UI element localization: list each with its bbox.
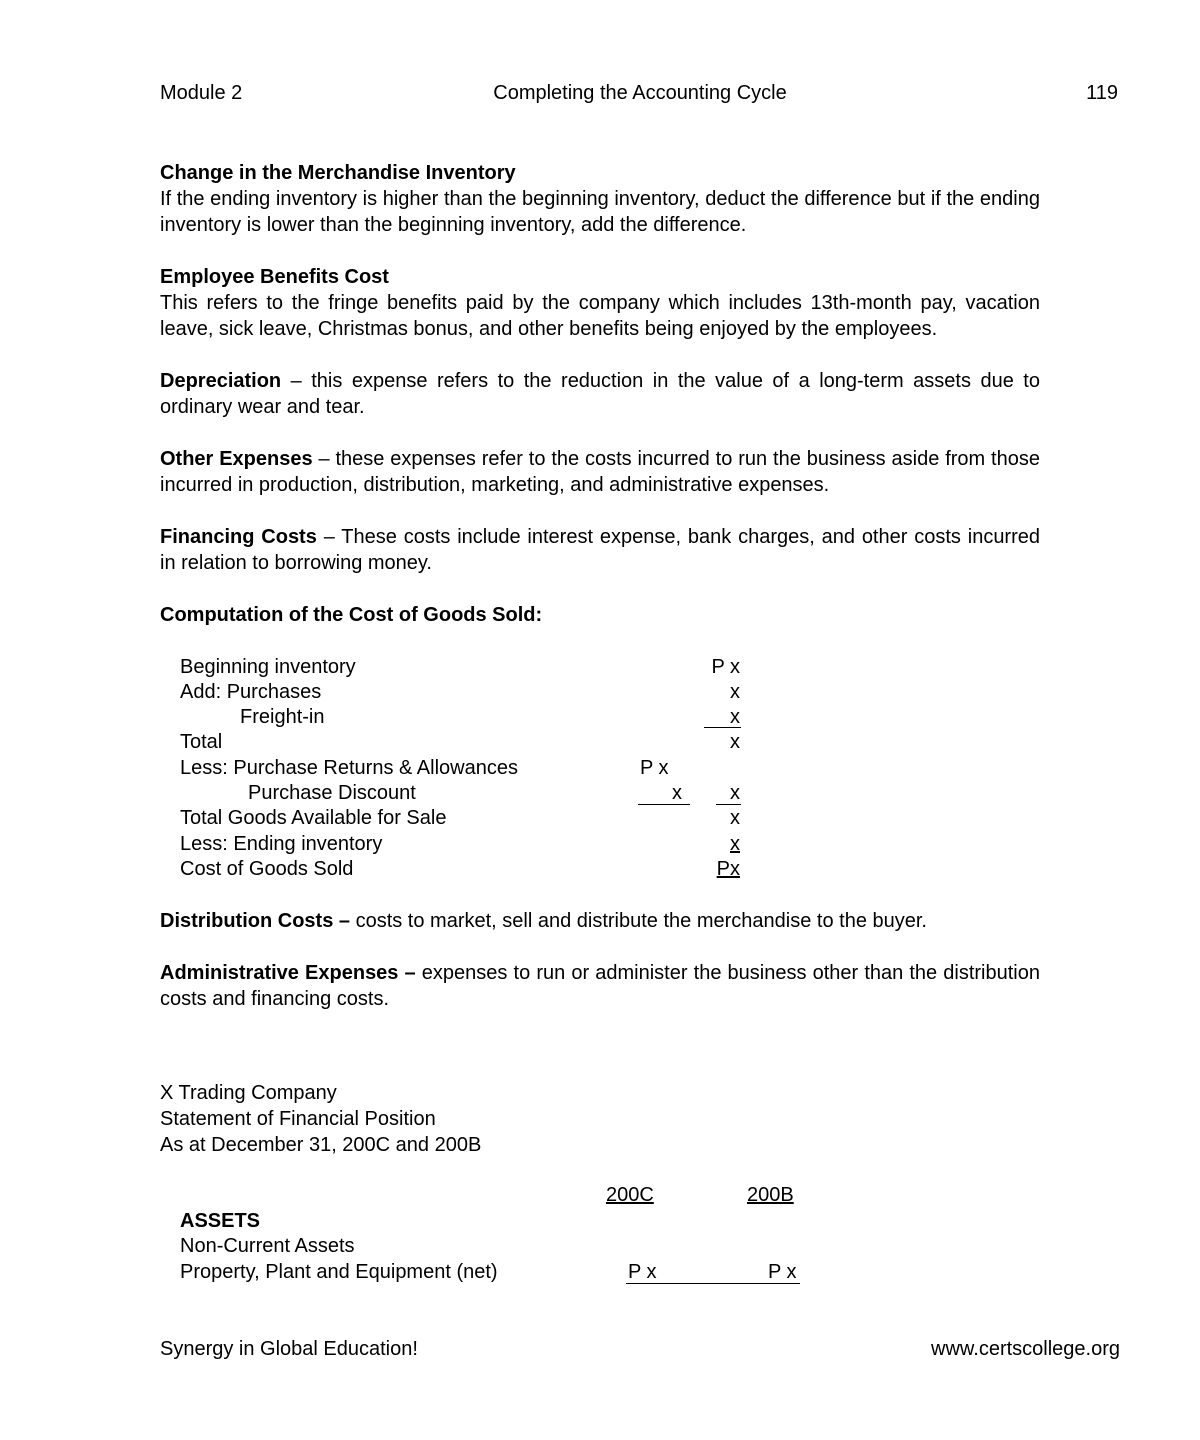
cogs-ending-inventory-label: Less: Ending inventory	[180, 833, 383, 855]
cogs-discount-label: Purchase Discount	[248, 782, 416, 804]
distribution-costs-body: costs to market, sell and distribute the merchandise to the buyer.	[350, 910, 927, 932]
sfp-date: As at December 31, 200C and 200B	[160, 1134, 482, 1156]
cogs-returns-label: Less: Purchase Returns & Allowances	[180, 757, 518, 779]
employee-benefits-heading: Employee Benefits Cost	[160, 266, 389, 288]
cogs-returns-subamount: P x	[640, 757, 669, 779]
merch-inventory-heading: Change in the Merchandise Inventory	[160, 162, 516, 184]
page-content	[160, 160, 1040, 1038]
merch-inventory-section	[160, 160, 1040, 238]
cogs-purchases-amount: x	[730, 681, 740, 703]
cogs-subtotal-rule	[704, 727, 741, 728]
sfp-non-current-heading: Non-Current Assets	[180, 1235, 355, 1257]
depreciation-body: – this expense refers to the reduction in the value of a long-term assets due to ordinary wear and tear.	[160, 370, 1040, 418]
footer-tagline: Synergy in Global Education!	[160, 1338, 418, 1360]
sfp-col-200b: 200B	[747, 1184, 794, 1206]
sfp-ppe-rule	[626, 1283, 800, 1284]
admin-expenses-body: expenses to run or administer the business other than the distribution costs and financing costs.	[160, 962, 1040, 1010]
sfp-table	[160, 1182, 860, 1292]
cogs-heading: Computation of the Cost of Goods Sold:	[160, 604, 543, 626]
cogs-available-label: Total Goods Available for Sale	[180, 807, 447, 829]
cogs-heading-section	[160, 602, 1040, 628]
cogs-beginning-inventory-label: Beginning inventory	[180, 656, 356, 678]
admin-expenses-section	[160, 960, 1040, 1012]
employee-benefits-section	[160, 264, 1040, 342]
employee-benefits-body: This refers to the fringe benefits paid by the company which includes 13th-month pay, vacation leave, sick leave, Christmas bonus, and other benefits being enjoyed by the employees.	[160, 292, 1040, 340]
cogs-freight-in-amount: x	[730, 706, 740, 728]
cogs-beginning-inventory-amount: P x	[711, 656, 740, 678]
sfp-col-200c: 200C	[606, 1184, 654, 1206]
depreciation-term: Depreciation	[160, 370, 282, 392]
cogs-total-label: Total	[180, 731, 223, 753]
sfp-assets-heading: ASSETS	[180, 1210, 261, 1232]
footer-website: www.certscollege.org	[931, 1338, 1120, 1360]
distribution-costs-section	[160, 908, 1040, 934]
financing-costs-term: Financing Costs	[160, 526, 317, 548]
other-expenses-body: – these expenses refer to the costs incurred to run the business aside from those incurred in production, distribution, marketing, and administrative expenses.	[160, 448, 1040, 496]
financing-costs-body: – These costs include interest expense, bank charges, and other costs incurred in relation to borrowing money.	[160, 526, 1041, 574]
header-module: Module 2	[160, 82, 243, 104]
sfp-heading	[160, 1080, 481, 1158]
cogs-purchases-label: Add: Purchases	[180, 681, 322, 703]
cogs-result-amount: Px	[716, 858, 740, 880]
sfp-statement-title: Statement of Financial Position	[160, 1108, 436, 1130]
admin-expenses-term: Administrative Expenses –	[160, 962, 416, 984]
header-title: Completing the Accounting Cycle	[493, 82, 787, 104]
cogs-result-label: Cost of Goods Sold	[180, 858, 354, 880]
sfp-ppe-200b: P x	[768, 1261, 797, 1283]
cogs-deduction-rule	[638, 804, 690, 805]
financing-costs-section	[160, 524, 1040, 576]
cogs-available-amount: x	[730, 807, 740, 829]
cogs-freight-in-label: Freight-in	[240, 706, 325, 728]
cogs-discount-amount: x	[730, 782, 740, 804]
other-expenses-section	[160, 446, 1040, 498]
depreciation-section	[160, 368, 1040, 420]
distribution-costs-term: Distribution Costs –	[160, 910, 351, 932]
sfp-company: X Trading Company	[160, 1082, 337, 1104]
other-expenses-term: Other Expenses	[160, 448, 313, 470]
cogs-total-amount: x	[730, 731, 740, 753]
merch-inventory-body: If the ending inventory is higher than the beginning inventory, deduct the difference but if the ending inventory is lower than the beginning inventory, add the difference.	[160, 188, 1040, 236]
page-number: 119	[1086, 82, 1118, 104]
sfp-ppe-label: Property, Plant and Equipment (net)	[180, 1261, 498, 1283]
cogs-table	[160, 654, 1040, 890]
cogs-ending-inventory-amount: x	[730, 833, 740, 855]
cogs-discount-subamount: x	[672, 782, 682, 804]
sfp-ppe-200c: P x	[628, 1261, 657, 1283]
